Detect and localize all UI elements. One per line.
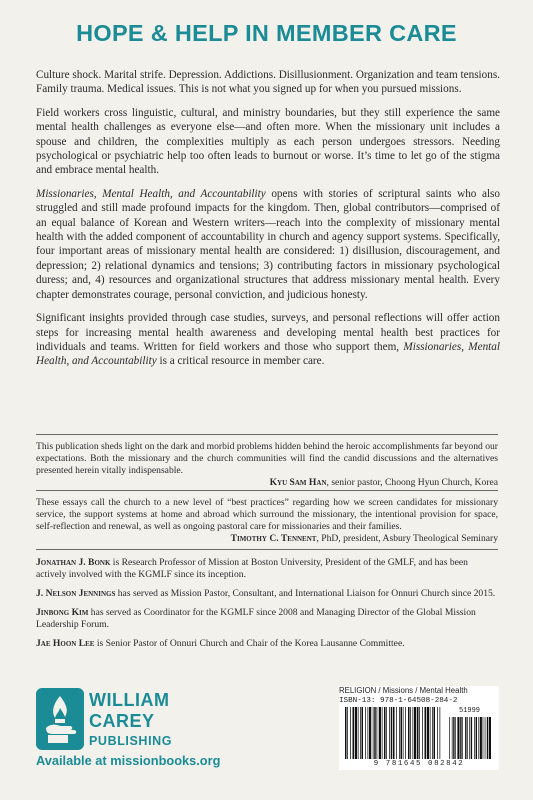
endorser-role: , PhD, president, Asbury Theological Seminary: [316, 533, 498, 544]
intro-paragraph-4: [36, 311, 500, 369]
bio-item: [36, 588, 498, 600]
bio-item: [36, 638, 498, 650]
intro-text: [36, 68, 500, 378]
barcode-icon: [345, 707, 493, 759]
page-title: HOPE & HELP IN MEMBER CARE: [76, 20, 457, 46]
bio-name: Jonathan J. Bonk: [36, 557, 111, 568]
price-code: 51999: [459, 707, 481, 715]
book-title-italic: Missionaries, Mental Health, and Accountability: [36, 340, 500, 368]
bio-text: has served as Coordinator for the KGMLF since 2008 and Managing Director of the Global Mission Leadership Forum.: [36, 607, 476, 630]
intro-paragraph-3: [36, 187, 500, 302]
publisher-name-line-2: CAREY: [89, 711, 155, 731]
editor-bios: [36, 557, 498, 657]
endorser-name: Timothy C. Tennent: [230, 533, 317, 544]
intro-paragraph-4-start: Significant insights provided through case studies, surveys, and personal reflections will offer action steps for increasing mental health awareness and developing mental health best practices for individuals and teams. Written for field workers and those who support them,: [36, 312, 500, 353]
endorsement-2: [36, 497, 498, 545]
divider: [36, 490, 498, 491]
bisac-category: RELIGION / Missions / Mental Health: [339, 686, 468, 695]
publisher-name-line-3: PUBLISHING: [89, 734, 173, 748]
intro-paragraph-4-end: is a critical resource in member care.: [156, 355, 325, 368]
endorsement-attribution: [36, 533, 498, 545]
bio-name: J. Nelson Jennings: [36, 588, 116, 599]
bio-text: is Research Professor of Mission at Boston University, President of the GMLF, and has been actively involved with the KGMLF since its inception.: [36, 557, 468, 580]
bio-text: is Senior Pastor of Onnuri Church and Chair of the Korea Lausanne Committee.: [94, 638, 405, 649]
bio-name: Jae Hoon Lee: [36, 638, 95, 649]
endorsement-quote: These essays call the church to a new level of “best practices” regarding how we screen candidates for missionary service, the support systems at home and abroad which surround the missionary, the intentional provision for space, self-reflection and renewal, as well as ongoing pastoral care for missionaries and their families.: [36, 497, 498, 532]
intro-paragraph-2: Field workers cross linguistic, cultural, and ministry boundaries, but they still experience the same mental health challenges as everyone else—and often more. When the missionary unit includes a spouse and children, the complexities multiply as each person undergoes stressors. Needing psychological or psychiatric help too often leads to burnout or worse. It’s time to let go of the stigma and embrace mental health.: [36, 106, 500, 177]
barcode-digits: 9 781645 082842: [373, 760, 465, 768]
book-title-italic: Missionaries, Mental Health, and Accountability: [36, 187, 266, 200]
divider: [36, 434, 498, 435]
intro-paragraph-3-text: opens with stories of scriptural saints who also struggled and still made profound impacts for the kingdom. Then, global contributors—comprised of an equal balance of Korean and Western writers—reach into the complexity of missionary mental health with the added component of accountability in church and agency support systems. Specifically, four important areas of missionary mental health are considered: 1) disillusion, discouragement, and depression; 2) relational dynamics and tensions; 3) contributing factors in missionary psychological duress; and, 4) resources and organizational structures that address missionary mental health. Every chapter demonstrates courage, personal conviction, and judicious honesty.: [36, 187, 501, 301]
endorser-name: Kyu Sam Han: [269, 477, 327, 488]
isbn-label: ISBN-13: 978-1-64508-284-2: [339, 697, 458, 705]
publisher-name-line-1: WILLIAM: [89, 690, 170, 710]
endorsement-quote: This publication sheds light on the dark and morbid problems hidden behind the heroic accomplishments far beyond our expectations. Both the missionary and the church communities will find the candid discussions and the alternatives presented herein vitally indispensable.: [36, 441, 498, 476]
bio-name: Jinbong Kim: [36, 607, 89, 618]
divider: [36, 549, 498, 550]
endorsement-attribution: [36, 477, 498, 489]
intro-paragraph-1: Culture shock. Marital strife. Depression. Addictions. Disillusionment. Organization and team tensions. Family trauma. Medical issues. This is not what you signed up for when you pursued missions.: [36, 69, 500, 96]
availability-text: Available at missionbooks.org: [36, 753, 221, 768]
bio-item: [36, 557, 498, 581]
endorser-role: , senior pastor, Choong Hyun Church, Korea: [326, 477, 498, 488]
endorsement-1: [36, 441, 498, 489]
bio-text: has served as Mission Pastor, Consultant, and International Liaison for Onnuri Church since 2015.: [115, 588, 496, 599]
torch-hand-icon: [36, 688, 84, 750]
bio-item: [36, 607, 498, 631]
